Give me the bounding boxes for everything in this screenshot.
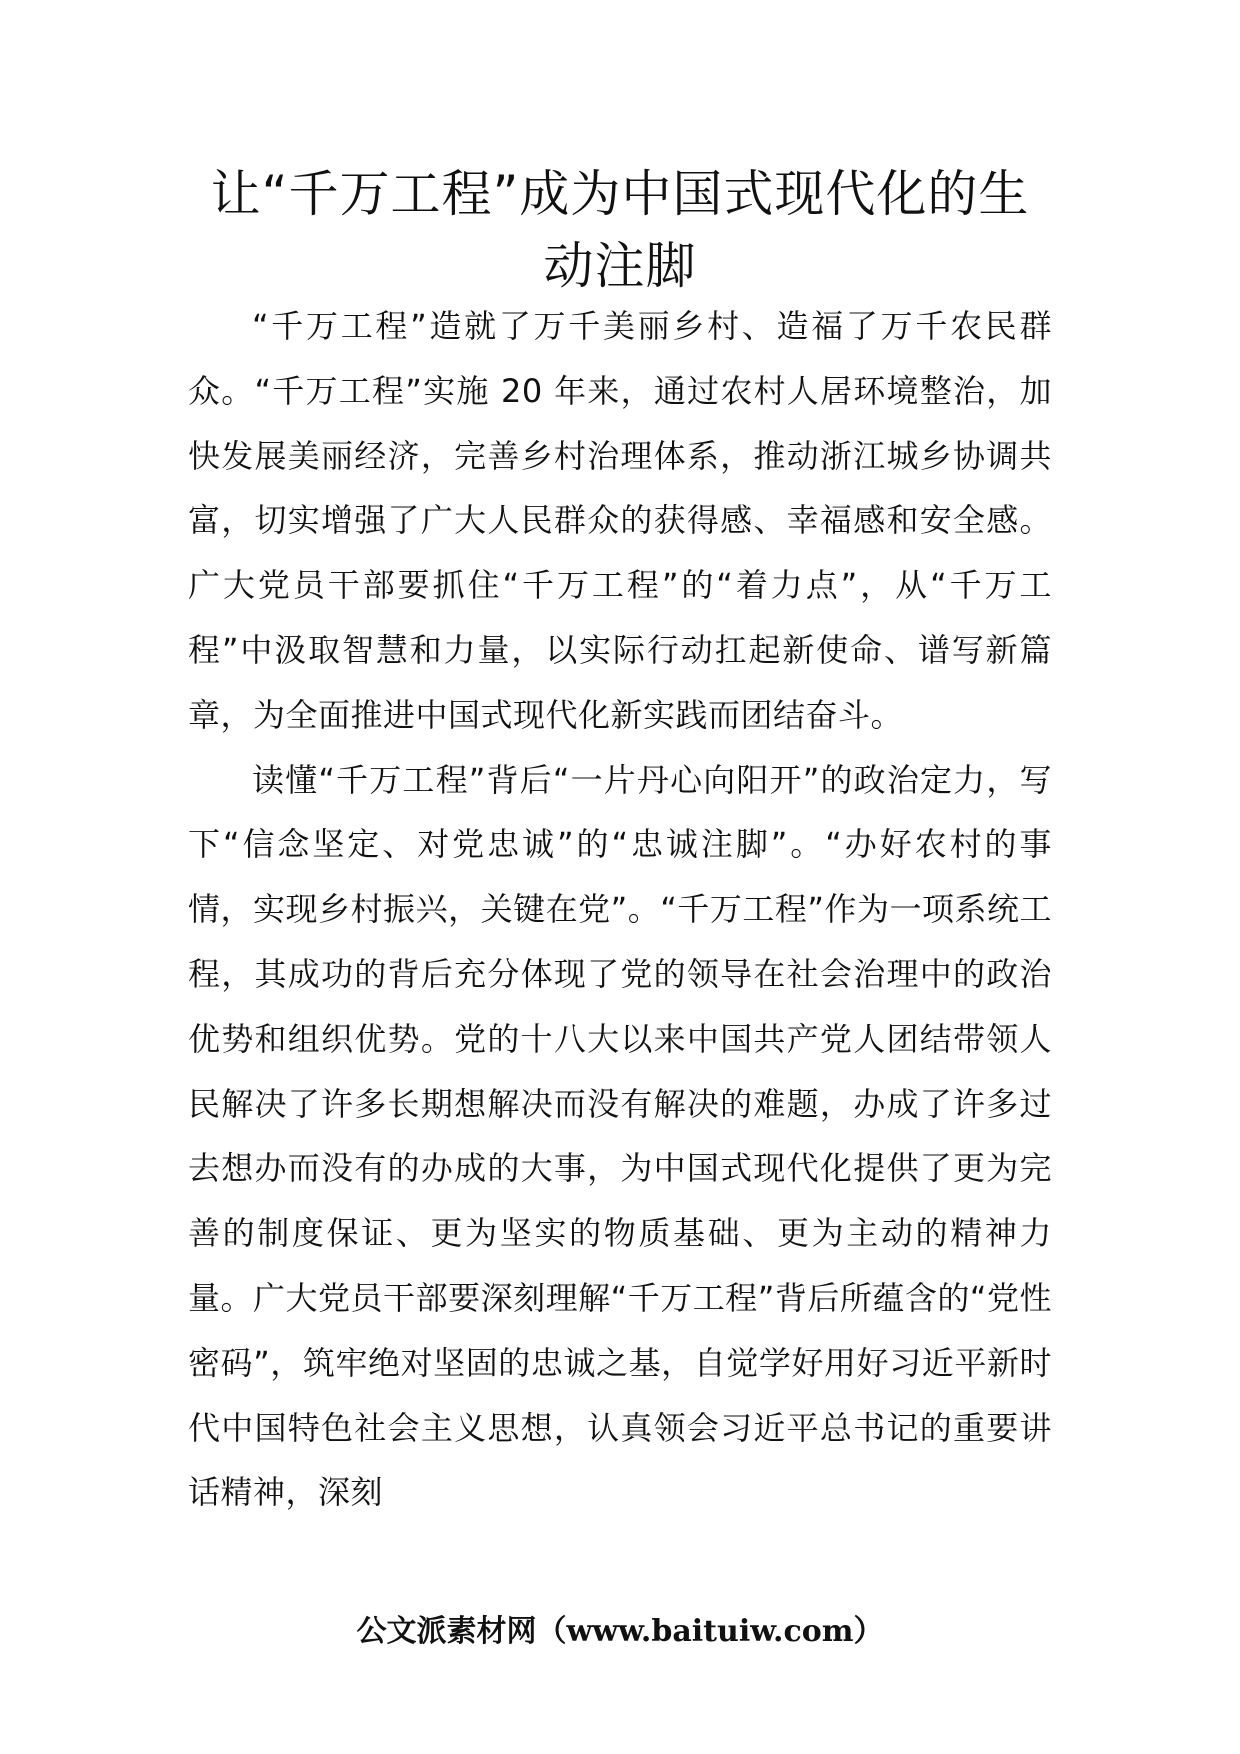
source-footer: 公文派素材网（www.baituiw.com） xyxy=(356,1614,884,1649)
paragraph-1: “千万工程”造就了万千美丽乡村、造福了万千农民群众。“千万工程”实施 20 年来，通过农村人居环境整治，加快发展美丽经济，完善乡村治理体系，推动浙江城乡协调共富，切实增强了广大人民群众的获得感、幸福感和安全感。广大党员干部要抓住“千万工程”的“着力点”，从“千万工程”中汲取智慧和力量，以实际行动扛起新使命、谱写新篇章，为全面推进中国式现代化新实践而团结奋斗。 xyxy=(188,307,1052,734)
document-title: 让“千万工程”成为中国式现代化的生动注脚 xyxy=(210,165,1030,295)
paragraph-2: 读懂“千万工程”背后“一片丹心向阳开”的政治定力，写下“信念坚定、对党忠诚”的“忠诚注脚”。“办好农村的事情，实现乡村振兴，关键在党”。“千万工程”作为一项系统工程，其成功的背后充分体现了党的领导在社会治理中的政治优势和组织优势。党的十八大以来中国共产党人团结带领人民解决了许多长期想解决而没有解决的难题，办成了许多过去想办而没有的办成的大事，为中国式现代化提供了更为完善的制度保证、更为坚实的物质基础、更为主动的精神力量。广大党员干部要深刻理解“千万工程”背后所蕴含的“党性密码”，筑牢绝对坚固的忠诚之基，自觉学好用好习近平新时代中国特色社会主义思想，认真领会习近平总书记的重要讲话精神，深刻 xyxy=(188,760,1052,1512)
document-body xyxy=(188,294,1052,1525)
